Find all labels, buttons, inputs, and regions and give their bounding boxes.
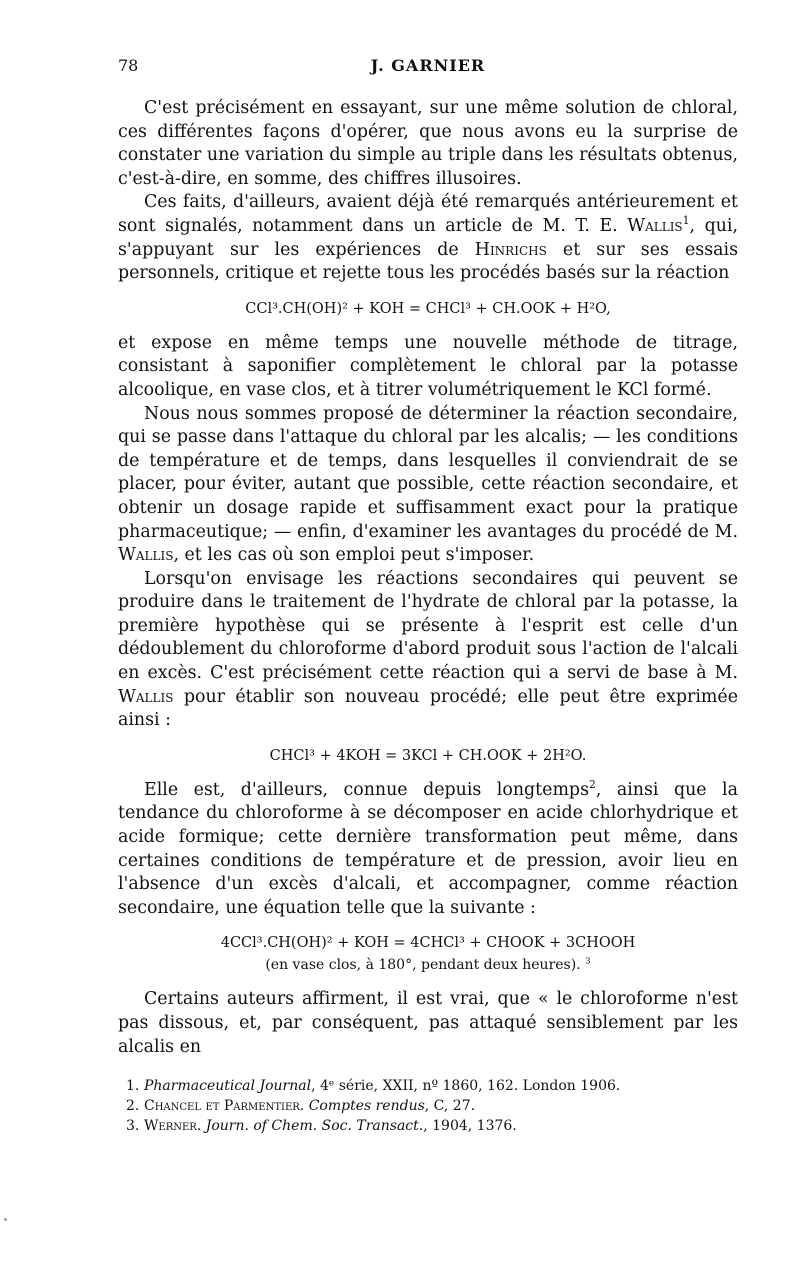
footnotes bbox=[126, 1076, 726, 1136]
formula-1: CCl³.CH(OH)² + KOH = CHCl³ + CH.OOK + H²O, bbox=[245, 300, 611, 317]
formula-2: CHCl³ + 4KOH = 3KCl + CH.OOK + 2H²O. bbox=[269, 747, 587, 764]
footnote-source: Journ. of Chem. Soc. Transact. bbox=[205, 1118, 424, 1134]
footnote-source: Pharmaceutical Journal bbox=[144, 1078, 312, 1094]
formula-3 bbox=[118, 932, 738, 976]
scan-speck bbox=[4, 1218, 7, 1221]
formula-3-equation: 4CCl³.CH(OH)² + KOH = 4CHCl³ + CHOOK + 3CHOOH bbox=[220, 935, 636, 952]
page-number: 78 bbox=[118, 56, 139, 75]
author-name: Hinrichs bbox=[474, 239, 547, 260]
footnote-authors: Werner. bbox=[144, 1118, 202, 1134]
footnote-ref: 2 bbox=[589, 778, 596, 792]
paragraph-2: Ces faits, d'ailleurs, avaient déjà été remarqués antérieurement et sont signalés, notamment dans un article de M. T. E. Wallis$^1$, qui, s'appuyant sur les expériences de Hinrichs et sur ses essais personnels, critique et rejette tous les procédés basés sur la réaction bbox=[118, 192, 739, 284]
footnote-2: 2. Chancel et Parmentier. Comptes rendus, C, 27. bbox=[126, 1098, 476, 1114]
paragraph-5: Lorsqu'on envisage les réactions secondaires qui peuvent se produire dans le traitement de l'hydrate de chloral par la potasse, la première hypothèse qui se présente à l'esprit est celle d'un dédoublement du chloroforme d'abord produit sous l'action de l'alcali en excès. C'est précisément cette réaction qui a servi de base à M. Wallis pour établir son nouveau procédé; elle peut être exprimée ainsi : bbox=[118, 568, 738, 731]
footnote-source: Comptes rendus bbox=[308, 1098, 425, 1114]
paragraph-3: et expose en même temps une nouvelle méthode de titrage, consistant à saponifier complètement le chloral par la potasse alcoolique, en vase clos, et à titrer volumétriquement le KCl formé. bbox=[118, 332, 738, 400]
running-head: J. GARNIER bbox=[370, 56, 486, 75]
footnote-authors: Chancel et Parmentier. bbox=[144, 1098, 305, 1114]
paragraph-7: Certains auteurs affirment, il est vrai, que « le chloroforme n'est pas dissous, et, par conséquent, pas attaqué sensiblement par les alcalis en bbox=[118, 989, 738, 1057]
footnote-3: 3. Werner. Journ. of Chem. Soc. Transact., 1904, 1376. bbox=[126, 1118, 517, 1134]
author-name: Wallis bbox=[118, 545, 174, 566]
paragraph-1: C'est précisément en essayant, sur une même solution de chloral, ces différentes façons d'opérer, que nous avons eu la surprise de constater une variation du simple au triple dans les résultats obtenus, c'est-à-dire, en somme, des chiffres illusoires. bbox=[118, 98, 738, 189]
paragraph-6: Elle est, d'ailleurs, connue depuis longtemps$^2$, ainsi que la tendance du chloroforme à se décomposer en acide chlorhydrique et acide formique; cette dernière transformation peut même, dans certaines conditions de température et de pression, avoir lieu en l'absence d'un excès d'alcali, et accompagner, comme réaction secondaire, une équation telle que la suivante : bbox=[118, 778, 738, 918]
footnote-1: 1. Pharmaceutical Journal, 4ᵉ série, XXII, nº 1860, 162. London 1906. bbox=[126, 1078, 621, 1094]
paragraph-4: Nous nous sommes proposé de déterminer la réaction secondaire, qui se passe dans l'attaque du chloral par les alcalis; — les conditions de température et de temps, dans lesquelles il conviendrait de se placer, pour éviter, autant que possible, cette réaction secondaire, et obtenir un dosage rapide et suffisamment exact pour la pratique pharmaceutique; — enfin, d'examiner les avantages du procédé de M. Wallis, et les cas où son emploi peut s'imposer. bbox=[118, 403, 738, 566]
footnote-ref: 1 bbox=[682, 214, 690, 228]
author-name: Wallis bbox=[627, 215, 683, 236]
footnote-ref: 3 bbox=[585, 956, 591, 967]
page-header bbox=[118, 56, 738, 80]
body-text bbox=[118, 97, 738, 1059]
author-name: Wallis bbox=[118, 686, 174, 707]
formula-3-note: (en vase clos, à 180°, pendant deux heures). $^3$ bbox=[265, 956, 591, 974]
